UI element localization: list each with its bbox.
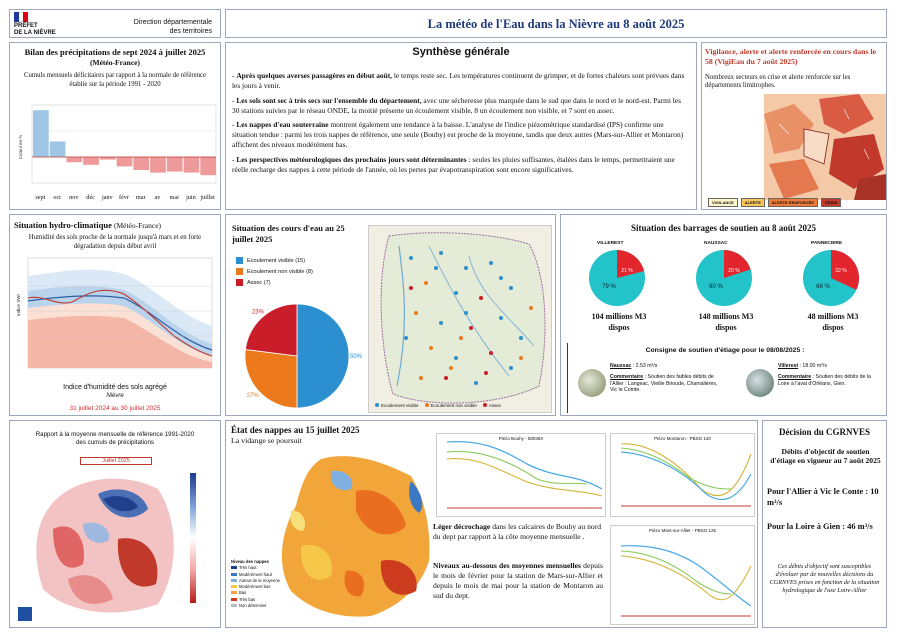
- page-title: La météo de l'Eau dans la Nièvre au 8 août 2025: [427, 17, 685, 31]
- anomalie-panel: [9, 420, 221, 628]
- onde-station-dot: [509, 286, 513, 290]
- hydro-title: Situation hydro-climatique: [14, 220, 112, 230]
- hydro-title-row: [14, 220, 161, 230]
- nappes-text2-bold: Niveaux au-dessous des moyennes mensuelles: [433, 561, 581, 570]
- precip-bar: [117, 157, 133, 166]
- graph-mars-allier: [610, 525, 755, 625]
- naussac-photo: [578, 369, 606, 397]
- onde-legend-item: Assec: [483, 403, 501, 408]
- pie-slice: [245, 349, 297, 408]
- pie-slice-label: 50%: [349, 354, 363, 360]
- onde-station-dot: [529, 306, 533, 310]
- synthese-paragraph: - Les sols sont sec à très secs sur l'ensemble du département, avec une sécheresse plus marquée dans le sud que dans le nord et le nord-est. Parmi les 30 stations suivies par le réseau ONDE, la moitié présente un écoulement visible, 8 un écoulement non visible, et 7 sont en assec.: [232, 95, 681, 115]
- onde-station-dot: [464, 266, 468, 270]
- onde-legend-item: Ecoulement visible: [375, 403, 419, 408]
- vigilance-legend-item: VIGILANCE: [708, 198, 738, 207]
- dam-card: [783, 239, 883, 339]
- precip-month-label: sept: [35, 194, 46, 201]
- precip-bar: [200, 157, 216, 175]
- synthese-panel: [225, 42, 697, 210]
- onde-station-dot: [489, 261, 493, 265]
- nappes-text1-bold: Léger décrochage: [433, 522, 491, 531]
- onde-station-dot: [444, 376, 448, 380]
- dam-pie: [587, 248, 647, 308]
- vigieau-map: [764, 94, 886, 200]
- dam-empty-label: 20 %: [728, 268, 740, 274]
- dam-name: VILLEREST: [597, 241, 624, 246]
- header-logo-box: [9, 9, 221, 38]
- nappes-panel: [225, 420, 758, 628]
- naussac-comment: : Soutien des faibles débits de l'Allier : Langeac, Vieille Brioude, Chamalières, Vic le Comte.: [610, 373, 718, 394]
- nappes-legend-item: Autour de la moyenne: [231, 578, 280, 584]
- anomalie-map: [28, 469, 188, 619]
- onde-station-dot: [459, 336, 463, 340]
- prefet-line2: DE LA NIÈVRE: [14, 30, 56, 36]
- onde-station-dot: [454, 356, 458, 360]
- villerest-photo: [746, 369, 774, 397]
- naussac-value: : 2.53 m³/s: [632, 363, 658, 369]
- synthese-paragraph-bold: Les sols sont sec à très secs sur l'ensemble du département,: [236, 95, 422, 105]
- consigne-title: Consigne de soutien d'étiage pour le 08/08/2025 :: [645, 347, 805, 354]
- naussac-block: [610, 363, 720, 394]
- precip-month-label: déc: [86, 194, 95, 201]
- onde-station-dot: [404, 336, 408, 340]
- pie-legend-swatch: [236, 257, 243, 264]
- dam-volume: 104 millions M3: [591, 312, 647, 321]
- onde-station-dot: [509, 366, 513, 370]
- onde-station-dot: [454, 291, 458, 295]
- onde-station-dot: [449, 366, 453, 370]
- villerest-value: : 18.00 m³/s: [799, 363, 827, 369]
- hydro-panel: [9, 214, 221, 416]
- precip-bar: [167, 157, 183, 172]
- cgrnves-note: Ces débits d'objectif sont susceptibles d'évoluer par de nouvelles décisions du CGRNVES prises en fonction de la situation hydrologique de l'axe Loire-Allier: [769, 563, 880, 595]
- marianne-logo: [14, 12, 28, 22]
- onde-station-dot: [429, 346, 433, 350]
- hydro-source: (Météo-France): [113, 221, 162, 230]
- onde-station-dot: [419, 376, 423, 380]
- pie-slice: [297, 304, 349, 408]
- anomalie-title: Rapport à la moyenne mensuelle de référence 1991-2020 des cumuls de précipitations: [35, 431, 195, 446]
- dam-fill-label: 79 %: [602, 284, 616, 290]
- ddt-line1: Direction départementale: [133, 19, 212, 26]
- nappes-map-legend: [231, 559, 280, 609]
- pie-legend-item: [236, 279, 313, 286]
- cgrnves-subtitle: Débits d'objectif de soutien d'étiage en vigueur au 7 août 2025: [770, 447, 881, 466]
- villerest-comment: : Soutien des débits de la Loire à l'aval d'Orléans, Gien.: [778, 373, 871, 387]
- vigilance-title: Vigilance, alerte et alerte renforcée en cours dans le 58 (VigiEau du 7 août 2025): [705, 47, 877, 66]
- nappes-legend-title: Niveau des nappes: [231, 559, 269, 564]
- vigilance-legend: [708, 198, 841, 207]
- vigilance-legend-item: CRISE: [821, 198, 841, 207]
- synthese-paragraph-text: le temps reste sec. Les températures continuent de grimper, et de fortes chaleurs sont prévues dans les jours à venir.: [232, 71, 685, 90]
- precip-month-label: nov: [69, 194, 79, 201]
- graph-bouhy: [436, 433, 606, 517]
- onde-station-dot: [424, 281, 428, 285]
- precip-bar: [66, 157, 82, 162]
- nappes-legend-item: Non déterminé: [231, 603, 280, 609]
- cgrnves-panel: [762, 420, 887, 628]
- naussac-label: Naussac: [610, 363, 632, 369]
- nappes-subtitle: La vidange se poursuit: [231, 436, 302, 445]
- onde-station-dot: [499, 276, 503, 280]
- onde-station-dot: [519, 336, 523, 340]
- onde-map-legend: [375, 403, 501, 408]
- synthese-paragraph: - Les perspectives météorologiques des prochains jours sont déterminantes : seules les pluies suffisantes, étalées dans le temps, permettraient une réelle recharge des nappes à cette période de l'année, où les pertes par évapotranspiration sont encore significatives.: [232, 154, 675, 174]
- barrages-title: Situation des barrages de soutien au 8 août 2025: [630, 223, 817, 233]
- villerest-block: [778, 363, 880, 387]
- dam-name: NAUSSAC: [704, 241, 728, 246]
- nappes-legend-item: Modérément haut: [231, 572, 280, 578]
- dam-empty-label: 32 %: [835, 268, 847, 274]
- synthese-body: [232, 71, 690, 180]
- vigilance-legend-item: ALERTE RENFORCÉE: [768, 198, 818, 207]
- precip-month-label: juin: [186, 194, 196, 201]
- hydro-caption2: Nièvre: [106, 393, 124, 399]
- dam-empty-label: 21 %: [621, 268, 633, 274]
- onde-station-dot: [439, 251, 443, 255]
- synthese-paragraph-bold: Les perspectives météorologiques des prochains jours sont déterminantes: [236, 154, 467, 164]
- onde-station-dot: [414, 311, 418, 315]
- dam-fill-label: 68 %: [816, 284, 830, 290]
- nappes-text2: [433, 561, 603, 600]
- onde-station-dot: [434, 266, 438, 270]
- vigilance-panel: [701, 42, 887, 210]
- dam-pie: [801, 248, 861, 308]
- graph-mars-title: Piézo Mars-sur-Allier - PBSG 125: [648, 528, 717, 533]
- dam-dispo: dispos: [715, 323, 737, 332]
- anomalie-colorbar: [190, 473, 196, 603]
- dam-card: [676, 239, 776, 339]
- pie-legend: [236, 257, 313, 290]
- dam-volume: 148 millions M3: [698, 312, 754, 321]
- precip-month-label: mar: [135, 194, 146, 201]
- villerest-label: Villerest: [778, 363, 799, 369]
- precip-month-label: av: [154, 194, 161, 201]
- hydro-ylabel: Indice SWI: [16, 294, 21, 316]
- onde-station-dot: [484, 371, 488, 375]
- onde-station-dot: [409, 286, 413, 290]
- header-title-box: [225, 9, 887, 38]
- onde-station-dot: [469, 326, 473, 330]
- precip-month-label: oct: [53, 194, 61, 201]
- dam-dispo: dispos: [822, 323, 844, 332]
- precip-month-label: févr: [119, 194, 129, 201]
- precip-bar: [83, 157, 99, 165]
- precip-month-label: janv: [101, 194, 113, 201]
- pie-slice-label: 23%: [251, 309, 264, 316]
- nappes-text2-body: depuis le mois de février pour la station de Mars-sur-Allier et depuis le mois de mai pour la station de Montaron au sud du dept.: [433, 561, 603, 600]
- onde-station-dot: [499, 316, 503, 320]
- prefet-line1: PRÉFET: [14, 23, 38, 29]
- pie-legend-label: Assec (7): [247, 279, 271, 286]
- precip-month-label: juillet: [200, 194, 215, 201]
- synthese-paragraph: - Les nappes d'eau souterraine montrent également une tendance à la baisse. L'analyse de l'indice piézométrique standardisé (IPS) confirme une situation tendue : parmi les trois nappes de référence, une seule (Bouhy) est proche de la moyenne, tandis que deux autres (Mars-sur-Allier et Montaron) affichent des niveaux modérément bas.: [232, 120, 684, 150]
- villerest-comment-label: Commentaire: [778, 373, 812, 380]
- onde-station-dot: [474, 381, 478, 385]
- precip-bar: [150, 157, 166, 173]
- dam-name: PANNECIERE: [811, 241, 843, 246]
- precip-subtitle: Cumuls mensuels déficitaires par rapport à la normale de référence établie sur la période 1991 - 2020: [23, 72, 207, 88]
- cgrnves-loire: Pour la Loire à Gien : 46 m³/s: [767, 522, 873, 531]
- barrages-panel: [560, 214, 887, 416]
- precip-bar-chart: [10, 99, 221, 209]
- graph-montaron: [610, 433, 755, 517]
- naussac-comment-label: Commentaire: [610, 373, 644, 380]
- pie-legend-item: [236, 268, 313, 275]
- onde-station-dot: [439, 321, 443, 325]
- dam-fill-label: 80 %: [709, 284, 723, 290]
- onde-station-dot: [464, 311, 468, 315]
- onde-station-dot: [479, 296, 483, 300]
- precip-bar: [133, 157, 149, 170]
- hydro-period: 31 juillet 2024 au 30 juillet 2025: [69, 405, 161, 412]
- cours-eau-panel: [225, 214, 556, 416]
- nappes-title: État des nappes au 15 juillet 2025: [231, 425, 360, 435]
- precip-month-label: mai: [169, 194, 179, 201]
- nappes-legend-item: Bas: [231, 590, 280, 596]
- cgrnves-title: Décision du CGRNVES: [778, 427, 870, 437]
- dam-card: [569, 239, 669, 339]
- onde-station-dot: [409, 256, 413, 260]
- synthese-paragraph-text: avec une sécheresse plus marquée dans le sud que dans le nord et le nord-est. Parmi les 30 stations suivies par le réseau ONDE, la moitié présente un écoulement visible, 8 un écoulement non visible, et 7 sont en assec.: [232, 95, 681, 115]
- graph-bouhy-title: Piézo Bouhy - 58038X: [498, 436, 544, 441]
- cgrnves-allier: Pour l'Allier à Vic le Conte : 10 m³/s: [767, 487, 879, 507]
- dam-dispo: dispos: [608, 323, 630, 332]
- hydro-subtitle: Humidité des sols proche de la normale jusqu'à mars et en forte dégradation depuis début avril: [28, 234, 202, 250]
- precip-title: Bilan des précipitations de sept 2024 à juillet 2025: [24, 47, 206, 57]
- onde-map: [368, 225, 552, 413]
- ddt-line2: des territoires: [169, 28, 212, 35]
- onde-station-dot: [489, 351, 493, 355]
- nappes-text1: [433, 522, 603, 542]
- precip-bar: [33, 110, 49, 157]
- synthese-paragraph-bold: Après quelques averses passagères en début août,: [236, 71, 393, 80]
- precip-bar: [184, 157, 200, 173]
- nappes-text1-body: dans les calcaires de Bouhy au nord du dept par rapport à la côte moyenne mensuelle .: [433, 522, 602, 541]
- pie-legend-swatch: [236, 268, 243, 275]
- precip-panel: [9, 42, 221, 210]
- synthese-paragraph-text: : seules les pluies suffisantes, étalées dans le temps, permettraient une réelle recharge des nappes à cette période de l'année, où les pertes par évapotranspiration sont encore significatives.: [232, 154, 675, 174]
- dam-pie: [694, 248, 754, 308]
- pie-legend-label: Ecoulement non visible (8): [247, 268, 313, 275]
- synthese-title: Synthèse générale: [412, 46, 510, 58]
- nappes-legend-item: Très bas: [231, 597, 280, 603]
- cours-eau-pie: [229, 301, 369, 411]
- pie-legend-label: Ecoulement visible (15): [247, 257, 306, 264]
- nappes-legend-item: Modérément bas: [231, 584, 280, 590]
- cours-eau-title: Situation des cours d'eau au 25 juillet 2025: [232, 223, 345, 244]
- precip-ylabel: Cumul en %: [18, 134, 23, 160]
- hydro-caption1: Indice d'humidité des sols agrégé: [63, 384, 167, 391]
- graph-montaron-title: Piézo Montaron - PBSG 140: [654, 436, 711, 441]
- synthese-paragraph-bold: Les nappes d'eau souterraine: [236, 120, 329, 130]
- pie-slice-label: 27%: [246, 393, 259, 400]
- dam-volume: 48 millions M3: [807, 312, 859, 321]
- nappes-legend-item: Très haut: [231, 565, 280, 571]
- meteo-france-logo: [18, 607, 32, 621]
- soil-humidity-chart: [14, 256, 214, 376]
- synthese-paragraph: - Après quelques averses passagères en début août, le temps reste sec. Les températures continuent de grimper, et de fortes chaleurs sont prévues dans les jours à venir.: [232, 71, 685, 90]
- vigilance-legend-item: ALERTE: [741, 198, 765, 207]
- vigilance-text: Nombreux secteurs en crise et alerte renforcée sur les départements limitrophes.: [705, 74, 851, 90]
- pie-legend-item: [236, 257, 313, 264]
- anomalie-subtitle: Juillet 2025: [80, 457, 152, 465]
- onde-station-dot: [519, 356, 523, 360]
- consigne-box: [567, 343, 882, 413]
- nappes-france-map: [261, 451, 451, 621]
- pie-legend-swatch: [236, 279, 243, 286]
- onde-legend-item: Ecoulement non visible: [425, 403, 477, 408]
- precip-source: (Météo-France): [90, 58, 140, 67]
- synthese-paragraph-text: montrent également une tendance à la baisse. L'analyse de l'indice piézométrique standardisé (IPS) confirme une situation tendue : parmi les trois nappes de référence, une seule (Bouhy) est proche de la moyenne, tandis que deux autres (Mars-sur-Allier et Montaron) affichent des niveaux modérément bas.: [232, 120, 684, 150]
- precip-bar: [50, 141, 66, 157]
